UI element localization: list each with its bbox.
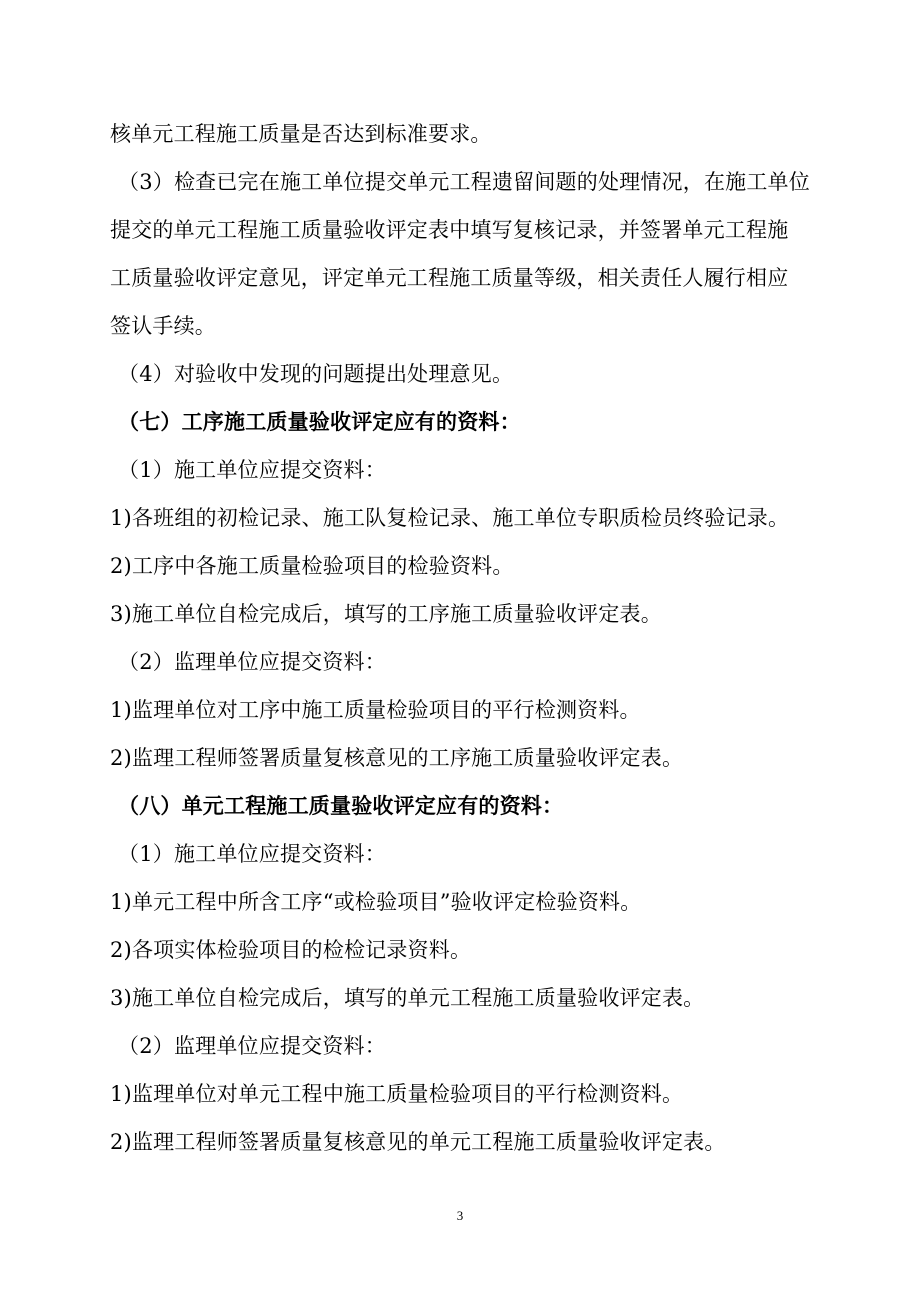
list-item: 3)施工单位自检完成后，填写的工序施工质量验收评定表。 xyxy=(110,602,662,626)
list-item: 3)施工单位自检完成后，填写的单元工程施工质量验收评定表。 xyxy=(110,986,705,1010)
list-item: 1)监理单位对工序中施工质量检验项目的平行检测资料。 xyxy=(110,698,641,722)
paragraph-line: （3）检查已完在施工单位提交单元工程遗留间题的处理情况，在施工单位 xyxy=(118,170,810,194)
list-item: 1)监理单位对单元工程中施工质量检验项目的平行检测资料。 xyxy=(110,1082,684,1106)
paragraph-line: 签认手续。 xyxy=(110,314,216,338)
list-item: 2)工序中各施工质量检验项目的检验资料。 xyxy=(110,554,514,578)
paragraph-line: 提交的单元工程施工质量验收评定表中填写复核记录，并签署单元工程施 xyxy=(110,218,789,242)
subsection-heading: （2）监理单位应提交资料： xyxy=(118,1034,386,1058)
list-item: 2)各项实体检验项目的检检记录资料。 xyxy=(110,938,472,962)
paragraph-line: 工质量验收评定意见，评定单元工程施工质量等级，相关责任人履行相应 xyxy=(110,266,789,290)
list-item: 2)监理工程师签署质量复核意见的工序施工质量验收评定表。 xyxy=(110,746,684,770)
list-item: 2)监理工程师签署质量复核意见的单元工程施工质量验收评定表。 xyxy=(110,1130,726,1154)
paragraph-line: 核单元工程施工质量是否达到标准要求。 xyxy=(110,122,492,146)
subsection-heading: （1）施工单位应提交资料： xyxy=(118,458,386,482)
section-heading: （八）单元工程施工质量验收评定应有的资料： xyxy=(118,793,564,818)
document-body xyxy=(110,110,815,1166)
list-item: 1)各班组的初检记录、施工队复检记录、施工单位专职质检员终验记录。 xyxy=(110,506,790,530)
subsection-heading: （2）监理单位应提交资料： xyxy=(118,650,386,674)
section-heading: （七）工序施工质量验收评定应有的资料： xyxy=(118,409,521,434)
paragraph-line: （4）对验收中发现的问题提出处理意见。 xyxy=(118,362,514,386)
page-number: 3 xyxy=(456,1208,464,1223)
subsection-heading: （1）施工单位应提交资料： xyxy=(118,842,386,866)
list-item: 1)单元工程中所含工序“或检验项目”验收评定检验资料。 xyxy=(110,890,642,914)
